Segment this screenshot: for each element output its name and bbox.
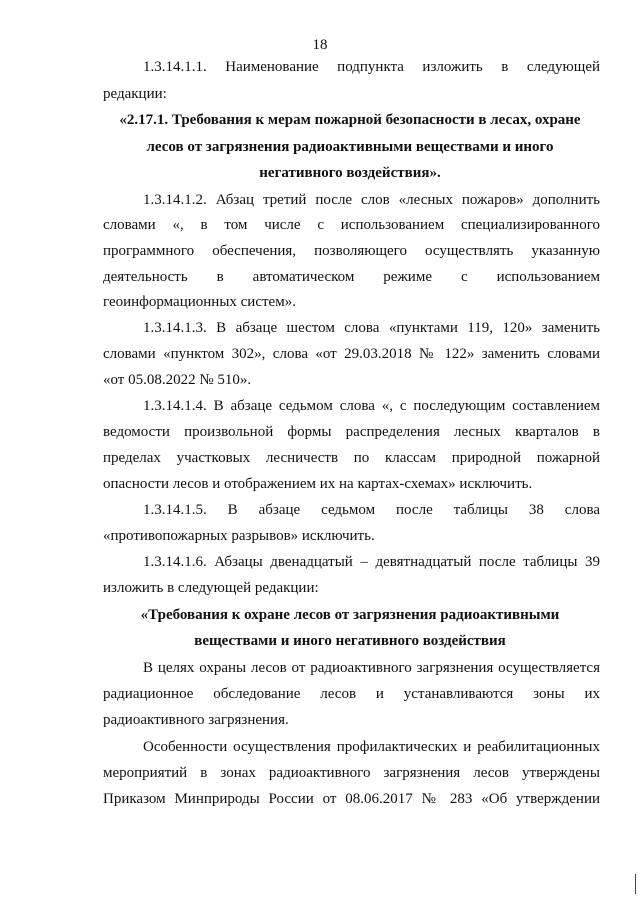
text-line: «противопожарных разрывов» исключить.	[103, 528, 375, 544]
section-heading-line: негативного воздействия».	[259, 165, 441, 181]
text-line: 1.3.14.1.3. В абзаце шестом слова «пунктами 119, 120» заменить	[143, 320, 600, 336]
section-heading-line: «2.17.1. Требования к мерам пожарной безопасности в лесах, охране	[119, 112, 581, 128]
text-line: ведомости произвольной формы распределения лесных кварталов в	[103, 424, 600, 440]
text-line: Приказом Минприроды России от 08.06.2017 № 283 «Об утверждении	[103, 791, 600, 807]
text-line: «от 05.08.2022 № 510».	[103, 372, 252, 388]
subsection-heading-line: «Требования к охране лесов от загрязнения радиоактивными	[140, 607, 560, 623]
text-line: словами «пунктом 302», слова «от 29.03.2018 № 122» заменить словами	[103, 346, 600, 362]
text-line: пределах участковых лесничеств по классам природной пожарной	[103, 450, 600, 466]
text-line: мероприятий в зонах радиоактивного загрязнения лесов утверждены	[103, 765, 600, 781]
scan-edge-mark	[635, 874, 636, 894]
text-line: изложить в следующей редакции:	[103, 580, 319, 596]
text-line: редакции:	[103, 86, 167, 102]
subsection-heading-line: веществами и иного негативного воздействия	[194, 633, 506, 649]
page-number: 18	[312, 37, 328, 53]
text-line: 1.3.14.1.2. Абзац третий после слов «лесных пожаров» дополнить	[143, 192, 600, 208]
text-line: геоинформационных систем».	[103, 294, 296, 310]
text-line: 1.3.14.1.4. В абзаце седьмом слова «, с последующим составлением	[143, 398, 600, 414]
section-heading-line: лесов от загрязнения радиоактивными веществами и иного	[146, 139, 554, 155]
text-line: 1.3.14.1.6. Абзацы двенадцатый – девятнадцатый после таблицы 39	[143, 554, 600, 570]
text-line: программного обеспечения, позволяющего осуществлять указанную	[103, 243, 600, 259]
text-line: деятельность в автоматическом режиме с использованием	[103, 269, 600, 285]
text-line: словами «, в том числе с использованием специализированного	[103, 217, 600, 233]
text-line: В целях охраны лесов от радиоактивного загрязнения осуществляется	[143, 660, 600, 676]
text-line: 1.3.14.1.1. Наименование подпункта изложить в следующей	[143, 59, 600, 75]
text-line: радиоактивного загрязнения.	[103, 712, 289, 728]
text-line: 1.3.14.1.5. В абзаце седьмом после таблицы 38 слова	[143, 502, 600, 518]
text-line: радиационное обследование лесов и устанавливаются зоны их	[103, 686, 600, 702]
text-line: Особенности осуществления профилактических и реабилитационных	[143, 739, 600, 755]
text-line: опасности лесов и отображением их на картах-схемах» исключить.	[103, 476, 533, 492]
